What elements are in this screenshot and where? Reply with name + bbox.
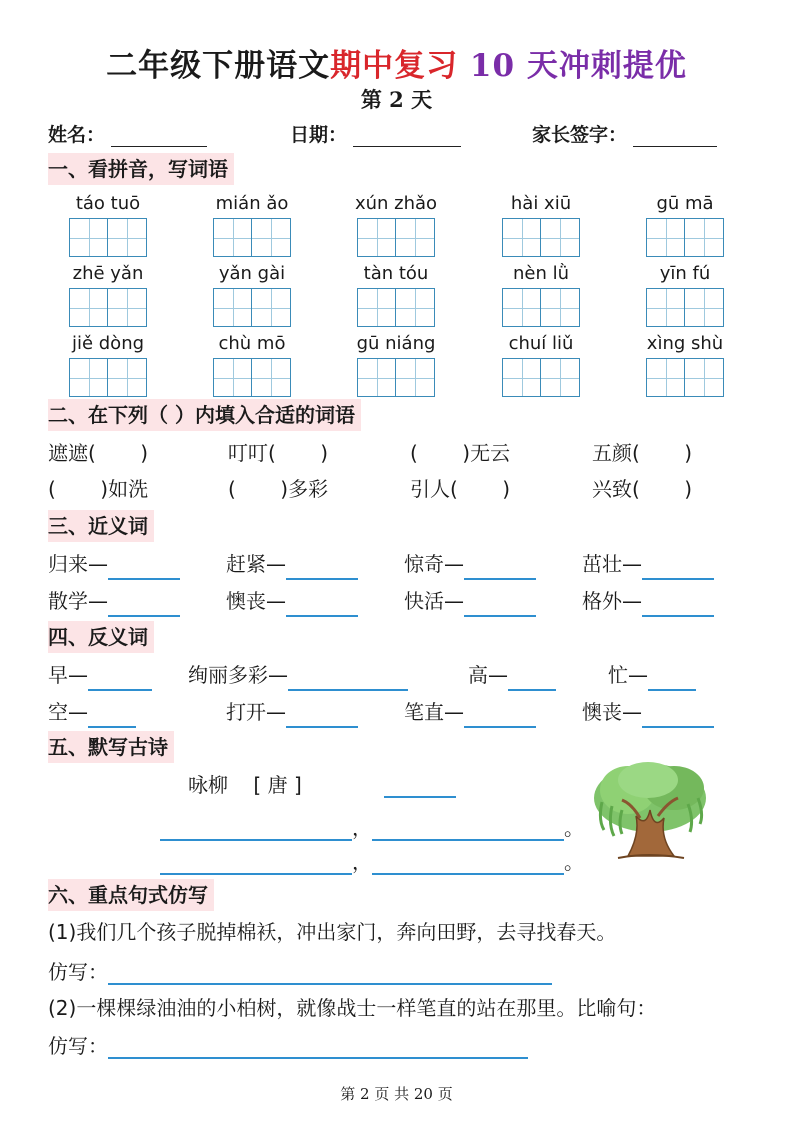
synonym-row	[48, 585, 748, 617]
fill-item[interactable]: ( )无云	[410, 441, 511, 465]
synonym-word: 惊奇—	[404, 552, 464, 576]
fill-row	[48, 473, 748, 505]
pinyin-label: gū niáng	[356, 333, 436, 354]
pinyin-item	[491, 262, 591, 327]
answer-blank[interactable]	[648, 665, 696, 691]
pinyin-label: hài xiū	[510, 193, 572, 214]
day-subtitle: 第 2 天	[360, 87, 433, 112]
poem-period: 。	[564, 850, 584, 874]
synonym-item	[404, 548, 536, 580]
synonym-item	[48, 548, 180, 580]
poem-blank[interactable]	[372, 849, 564, 875]
antonym-item	[188, 659, 408, 691]
tian-grid[interactable]	[491, 218, 591, 257]
antonym-word: 绚丽多彩—	[188, 663, 288, 687]
pinyin-label: nèn lǜ	[512, 263, 570, 284]
student-info-row	[48, 120, 748, 150]
fill-item[interactable]: 五颜( )	[592, 441, 693, 465]
antonym-item	[48, 696, 136, 728]
poem-title: 咏柳 [ 唐 ]	[188, 773, 302, 797]
synonym-word: 归来—	[48, 552, 108, 576]
synonym-item	[226, 585, 358, 617]
pinyin-label: chuí liǔ	[508, 333, 574, 354]
parent-sign-field	[532, 120, 717, 147]
answer-blank[interactable]	[288, 665, 408, 691]
answer-blank[interactable]	[286, 554, 358, 580]
pinyin-label: xún zhǎo	[354, 193, 438, 214]
answer-blank[interactable]	[286, 702, 358, 728]
tian-grid[interactable]	[635, 288, 735, 327]
pinyin-item	[346, 332, 446, 397]
answer-blank[interactable]	[88, 702, 136, 728]
antonym-word: 空—	[48, 700, 88, 724]
parent-sign-blank[interactable]	[633, 123, 717, 147]
name-field	[48, 120, 207, 147]
pinyin-label: gū mā	[656, 193, 714, 214]
pinyin-item	[202, 192, 302, 257]
tian-grid[interactable]	[202, 288, 302, 327]
pinyin-label: táo tuō	[75, 193, 141, 214]
fill-item[interactable]: 兴致( )	[592, 477, 693, 501]
antonym-word: 忙—	[608, 663, 648, 687]
pinyin-label: xìng shù	[646, 333, 724, 354]
tian-grid[interactable]	[635, 358, 735, 397]
answer-blank[interactable]	[642, 554, 714, 580]
synonym-word: 格外—	[582, 589, 642, 613]
answer-blank[interactable]	[464, 702, 536, 728]
section-poem-heading: 五、默写古诗	[48, 731, 174, 763]
poem-blank[interactable]	[372, 815, 564, 841]
pinyin-item	[58, 192, 158, 257]
section-antonym-heading: 四、反义词	[48, 621, 154, 653]
copy-blank[interactable]	[108, 1033, 528, 1059]
tian-grid[interactable]	[58, 358, 158, 397]
pinyin-item	[635, 332, 735, 397]
pinyin-item	[635, 192, 735, 257]
antonym-item	[226, 696, 358, 728]
tian-grid[interactable]	[635, 218, 735, 257]
antonym-word: 打开—	[226, 700, 286, 724]
section-synonym-heading: 三、近义词	[48, 510, 154, 542]
pinyin-item	[346, 262, 446, 327]
date-field	[290, 120, 461, 147]
antonym-word: 懊丧—	[582, 700, 642, 724]
antonym-row	[48, 696, 748, 728]
pinyin-label: tàn tóu	[363, 263, 429, 284]
synonym-word: 赶紧—	[226, 552, 286, 576]
synonym-item	[226, 548, 358, 580]
pinyin-label: yīn fú	[659, 263, 711, 284]
synonym-row	[48, 548, 748, 580]
tian-grid[interactable]	[202, 218, 302, 257]
answer-blank[interactable]	[108, 554, 180, 580]
title-part-sprint: 10 天冲刺提优	[458, 48, 687, 84]
sentence-2: (2)一棵棵绿油油的小柏树，就像战士一样笔直的站在那里。比喻句：	[48, 996, 657, 1020]
answer-blank[interactable]	[286, 591, 358, 617]
antonym-item	[582, 696, 714, 728]
tian-grid[interactable]	[58, 218, 158, 257]
answer-blank[interactable]	[464, 554, 536, 580]
copy-label: 仿写：	[48, 960, 108, 984]
poet-blank[interactable]	[384, 772, 456, 798]
synonym-item	[582, 585, 714, 617]
section-pinyin-heading: 一、看拼音，写词语	[48, 153, 234, 185]
pinyin-label: zhē yǎn	[72, 263, 144, 284]
pinyin-label: mián ǎo	[215, 193, 289, 214]
sentence-1: (1)我们几个孩子脱掉棉袄，冲出家门，奔向田野，去寻找春天。	[48, 920, 617, 944]
synonym-item	[48, 585, 180, 617]
antonym-word: 笔直—	[404, 700, 464, 724]
antonym-item	[48, 659, 152, 691]
poem-line-1	[160, 812, 584, 841]
synonym-item	[582, 548, 714, 580]
pinyin-label: jiě dòng	[71, 333, 145, 354]
poem-blank[interactable]	[160, 815, 352, 841]
fill-item[interactable]: ( )如洗	[48, 477, 149, 501]
antonym-item	[468, 659, 556, 691]
copy-blank[interactable]	[108, 959, 552, 985]
section-sentence-heading: 六、重点句式仿写	[48, 879, 214, 911]
tian-grid[interactable]	[491, 288, 591, 327]
antonym-item	[608, 659, 696, 691]
fill-item[interactable]: ( )多彩	[228, 477, 329, 501]
pinyin-item	[202, 332, 302, 397]
answer-blank[interactable]	[642, 591, 714, 617]
willow-tree-icon	[588, 758, 710, 862]
title-part-grade: 二年级下册语文	[106, 48, 331, 84]
tian-grid[interactable]	[346, 358, 446, 397]
pinyin-item	[346, 192, 446, 257]
tian-grid[interactable]	[58, 288, 158, 327]
title-part-review: 期中复习	[330, 48, 459, 84]
pinyin-item	[635, 262, 735, 327]
section-fill-heading: 二、在下列（ ）内填入合适的词语	[48, 399, 361, 431]
parent-sign-label: 家长签字：	[532, 124, 628, 146]
answer-blank[interactable]	[108, 591, 180, 617]
pinyin-label: chù mō	[218, 333, 286, 354]
poem-period: 。	[564, 816, 584, 840]
pinyin-item	[491, 192, 591, 257]
pinyin-item	[58, 332, 158, 397]
copy-row-1	[48, 956, 552, 985]
page-number: 第 2 页 共 20 页	[340, 1085, 453, 1103]
synonym-word: 散学—	[48, 589, 108, 613]
fill-item[interactable]: 引人( )	[410, 477, 511, 501]
poem-line-2	[160, 846, 584, 875]
copy-label: 仿写：	[48, 1034, 108, 1058]
antonym-item	[404, 696, 536, 728]
antonym-word: 高—	[468, 663, 508, 687]
poem-blank[interactable]	[160, 849, 352, 875]
pinyin-item	[202, 262, 302, 327]
fill-item[interactable]: 叮叮( )	[228, 441, 329, 465]
synonym-item	[404, 585, 536, 617]
worksheet-title	[0, 46, 793, 86]
synonym-word: 茁壮—	[582, 552, 642, 576]
fill-item[interactable]: 遮遮( )	[48, 441, 149, 465]
answer-blank[interactable]	[642, 702, 714, 728]
pinyin-item	[58, 262, 158, 327]
date-label: 日期：	[290, 124, 348, 146]
name-blank[interactable]	[111, 123, 207, 147]
poem-comma: ，	[352, 850, 372, 874]
synonym-word: 懊丧—	[226, 589, 286, 613]
fill-row	[48, 437, 748, 469]
poem-comma: ，	[352, 816, 372, 840]
answer-blank[interactable]	[88, 665, 152, 691]
synonym-word: 快活—	[404, 589, 464, 613]
antonym-row	[48, 659, 748, 691]
answer-blank[interactable]	[508, 665, 556, 691]
tian-grid[interactable]	[202, 358, 302, 397]
tian-grid[interactable]	[346, 218, 446, 257]
copy-row-2	[48, 1030, 528, 1059]
pinyin-label: yǎn gài	[218, 263, 286, 284]
date-blank[interactable]	[353, 123, 461, 147]
tian-grid[interactable]	[346, 288, 446, 327]
pinyin-item	[491, 332, 591, 397]
tian-grid[interactable]	[491, 358, 591, 397]
answer-blank[interactable]	[464, 591, 536, 617]
name-label: 姓名：	[48, 124, 106, 146]
antonym-word: 早—	[48, 663, 88, 687]
